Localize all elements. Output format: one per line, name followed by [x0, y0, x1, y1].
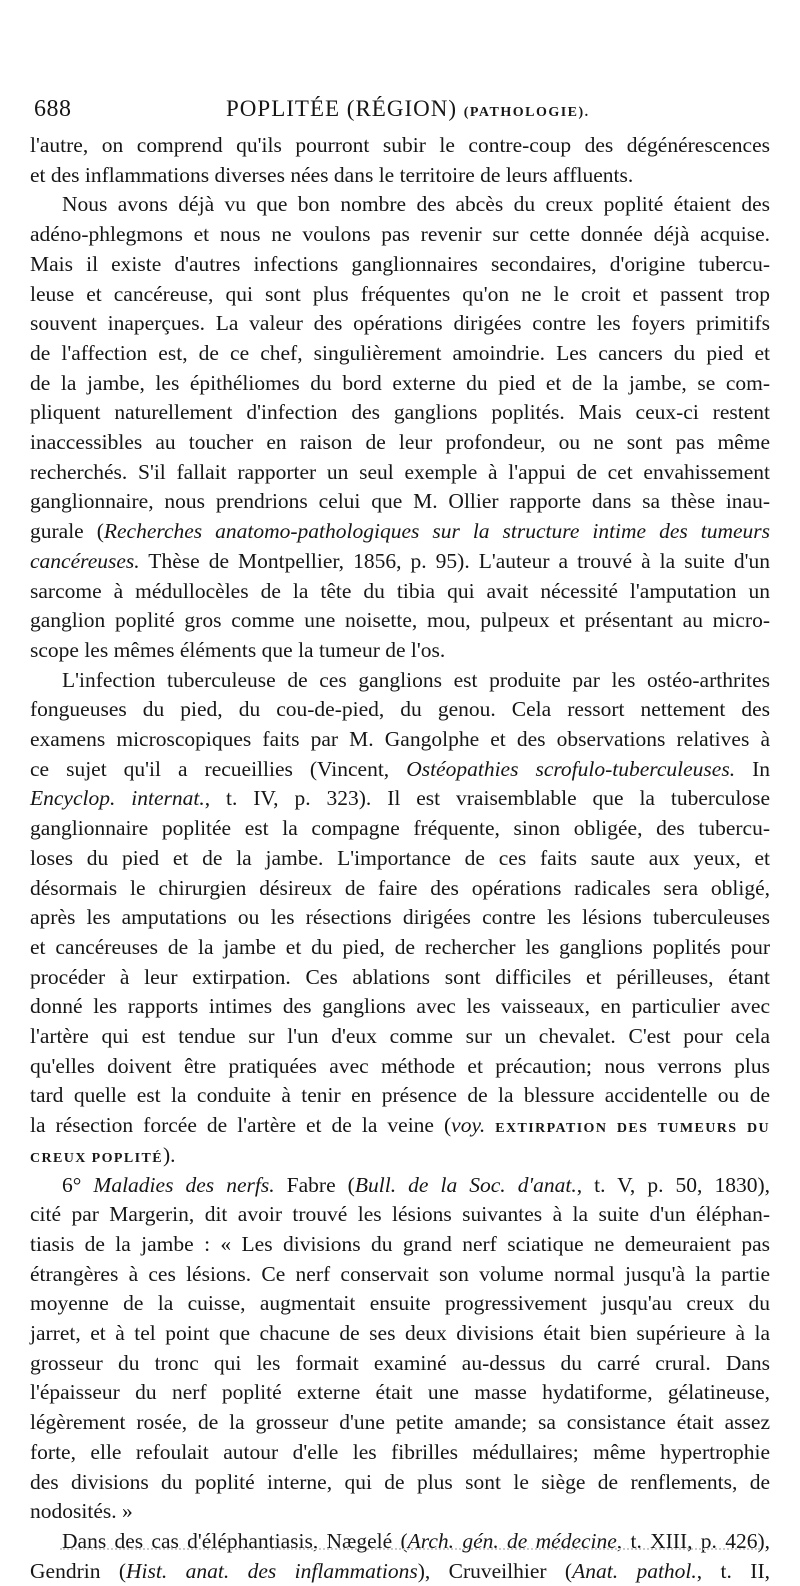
italic-text: cancéreuses.: [30, 548, 140, 573]
page-edge-shadow: [8, 0, 11, 1577]
text-line: [30, 1140, 770, 1170]
text-line: [30, 1288, 770, 1318]
italic-text: voy.: [451, 1113, 486, 1138]
italic-text: Hist. anat. des inflammations: [126, 1558, 418, 1583]
italic-text: Recherches anatomo-pathologiques sur la structure intime des tumeurs: [103, 519, 770, 544]
text-line: [30, 932, 770, 962]
text-segment: légèrement rosée, de la grosseur d'une petite amande; sa consistance était assez: [30, 1410, 770, 1435]
text-segment: sarcome à médullocèles de la tête du tibia qui avait nécessité l'amputation un: [30, 578, 770, 603]
text-line: [30, 1021, 770, 1051]
text-line: [30, 397, 770, 427]
text-line: [30, 991, 770, 1021]
text-line: [30, 1259, 770, 1289]
text-segment: , t. V, p. 50, 1830),: [576, 1172, 771, 1197]
italic-text: Ostéopathies scrofulo-tuberculeuses.: [406, 756, 736, 781]
text-segment: ganglionnaire, nous prendrions celui que M. Ollier rapporte dans sa thèse inau-: [30, 489, 770, 514]
text-segment: ganglion poplité gros comme une noisette, mou, pulpeux et présentant au micro-: [30, 608, 770, 633]
text-segment: et cancéreuses de la jambe et du pied, de rechercher les ganglions poplités pour: [30, 934, 770, 959]
text-line: [30, 130, 770, 160]
text-line: [30, 843, 770, 873]
text-line: [62, 665, 770, 695]
text-segment: L'infection tuberculeuse de ces ganglions est produite par les ostéo-arthrites: [62, 667, 770, 692]
text-segment: Dans des cas d'éléphantiasis, Nægelé (: [62, 1528, 408, 1553]
text-line: [30, 813, 770, 843]
text-segment: grosseur du tronc qui les formait examiné au-dessus du carré crural. Dans: [30, 1350, 770, 1375]
text-segment: leuse et cancéreuse, qui sont plus fréquentes qu'on ne le croit et passent trop: [30, 281, 770, 306]
text-line: [30, 486, 770, 516]
text-segment: ganglionnaire poplitée est la compagne fréquente, sinon obligée, des tubercu-: [30, 816, 770, 841]
text-segment: adéno-phlegmons et nous ne voulons pas revenir sur cette donnée déjà acquise.: [30, 222, 770, 247]
text-segment: Fabre (: [274, 1172, 355, 1197]
text-line: [30, 1051, 770, 1081]
text-segment: l'autre, on comprend qu'ils pourront subir le contre-coup des dégénérescences: [30, 133, 770, 157]
text-segment: après les amputations ou les résections dirigées contre les lésions tuberculeuses: [30, 905, 770, 930]
text-line: [30, 576, 770, 606]
text-line: [30, 605, 770, 635]
text-segment: [485, 1113, 495, 1137]
text-segment: des divisions du poplité interne, qui de plus sont le siège de renflements, de: [30, 1469, 770, 1494]
text-segment: examens microscopiques faits par M. Gangolphe et des observations relatives à: [30, 727, 770, 751]
italic-text: Bull. de la Soc. d'anat.: [354, 1172, 577, 1197]
italic-text: Anat. pathol.: [572, 1558, 697, 1583]
text-segment: Nous avons déjà vu que bon nombre des abcès du creux poplité étaient des: [62, 192, 770, 217]
text-line: [30, 308, 770, 338]
text-segment: cité par Margerin, dit avoir trouvé les lésions suivantes à la suite d'un éléphan-: [30, 1202, 770, 1227]
text-segment: désormais le chirurgien désireux de faire des opérations radicales sera obligé,: [30, 875, 770, 900]
text-line: [30, 457, 770, 487]
text-segment: tiasis de la jambe : « Les divisions du grand nerf sciatique ne demeuraient pas: [30, 1231, 770, 1256]
text-line: [30, 1348, 770, 1378]
text-line: [30, 249, 770, 279]
text-line: [30, 1496, 770, 1526]
text-segment: , t. IV, p. 323). Il est vraisemblable que la tuberculose: [204, 786, 770, 811]
small-caps-text: EXTIRPATION DES TUMEURS DU: [495, 1121, 771, 1137]
text-line: [30, 427, 770, 457]
text-line: [30, 1407, 770, 1437]
text-segment: Thèse de Montpellier, 1856, p. 95). L'auteur a trouvé à la suite d'un: [139, 548, 770, 573]
text-line: [30, 1110, 770, 1140]
text-segment: de la jambe, les épithéliomes du bord externe du pied et de la jambe, se com-: [30, 370, 770, 395]
running-title-section: (PATHOLOGIE).: [463, 105, 590, 120]
text-line: [30, 1318, 770, 1348]
text-segment: étrangères à ces lésions. Ce nerf conservait son volume normal jusqu'à la partie: [30, 1261, 770, 1286]
text-line: [30, 1080, 770, 1110]
text-line: [30, 962, 770, 992]
text-line: [30, 724, 770, 754]
text-segment: inaccessibles au toucher en raison de leur profondeur, ou ne sont pas même: [30, 430, 770, 454]
text-segment: donné les rapports intimes des ganglions avec les vaisseaux, en particulier avec: [30, 994, 770, 1019]
text-line: [30, 516, 770, 546]
italic-text: Encyclop. internat.: [30, 786, 205, 811]
text-segment: la résection forcée de l'artère et de la veine (: [30, 1113, 452, 1138]
text-line: [30, 1467, 770, 1497]
text-segment: Mais il existe d'autres infections ganglionnaires secondaires, d'origine tubercu-: [30, 251, 770, 276]
text-segment: pliquent naturellement d'infection des ganglions poplités. Mais ceux-ci restent: [30, 400, 770, 425]
text-line: [30, 1199, 770, 1229]
text-segment: jarret, et à tel point que chacune de ses deux divisions était bien supérieure à la: [30, 1321, 770, 1345]
text-line: [30, 694, 770, 724]
text-line: [30, 546, 770, 576]
small-caps-text: CREUX POPLITÉ: [30, 1150, 163, 1166]
running-title-main: POPLITÉE (RÉGION): [226, 96, 457, 121]
text-segment: 6°: [62, 1172, 94, 1197]
text-line: [30, 635, 770, 665]
text-segment: qu'elles doivent être pratiquées avec méthode et précaution; nous verrons plus: [30, 1053, 770, 1078]
text-line: [30, 873, 770, 903]
page-number: 688: [34, 96, 72, 122]
text-segment: , t. XIII, p. 426),: [616, 1528, 770, 1553]
text-line: [30, 1437, 770, 1467]
text-line: [30, 754, 770, 784]
text-line: [62, 1170, 770, 1200]
text-segment: tard quelle est la conduite à tenir en présence de la blessure accidentelle ou de: [30, 1083, 770, 1108]
italic-text: Maladies des nerfs.: [93, 1172, 275, 1197]
text-line: [30, 783, 770, 813]
text-segment: l'artère qui est tendue sur l'un d'eux comme sur un chevalet. C'est pour cela: [30, 1024, 770, 1048]
text-line: [30, 368, 770, 398]
text-segment: recherchés. S'il fallait rapporter un seul exemple à l'appui de cet envahissement: [30, 459, 770, 484]
text-segment: fongueuses du pied, du cou-de-pied, du genou. Cela ressort nettement des: [30, 697, 770, 722]
text-segment: ce sujet qu'il a recueillies (Vincent,: [30, 756, 407, 781]
text-line: [30, 219, 770, 249]
text-segment: moyenne de la cuisse, augmentait ensuite progressivement jusqu'au creux du: [30, 1291, 770, 1316]
text-line: [62, 189, 770, 219]
text-segment: et des inflammations diverses nées dans le territoire de leurs affluents.: [30, 162, 634, 187]
text-segment: In: [735, 756, 770, 781]
text-line: [30, 1377, 770, 1407]
text-segment: l'épaisseur du nerf poplité externe était une masse hydatiforme, gélatineuse,: [30, 1380, 770, 1405]
italic-text: Arch. gén. de médecine: [407, 1528, 617, 1553]
text-segment: nodosités. »: [30, 1499, 133, 1524]
text-segment: de l'affection est, de ce chef, singulièrement amoindrie. Les cancers du pied et: [30, 340, 770, 365]
text-segment: forte, elle refoulait autour d'elle les fibrilles médullaires; même hypertrophie: [30, 1439, 770, 1464]
text-segment: , t. II,: [696, 1558, 770, 1583]
text-segment: souvent inaperçues. La valeur des opérations dirigées contre les foyers primitifs: [30, 311, 770, 336]
text-segment: gurale (: [30, 519, 104, 544]
text-line: [30, 902, 770, 932]
text-line: [30, 160, 770, 190]
text-segment: loses du pied et de la jambe. L'importance de ces faits saute aux yeux, et: [30, 845, 770, 870]
running-title: [226, 96, 590, 122]
text-segment: Gendrin (: [30, 1558, 127, 1583]
text-line: [30, 279, 770, 309]
text-segment: scope les mêmes éléments que la tumeur de l'os.: [30, 637, 446, 662]
text-line: [30, 1556, 770, 1586]
text-segment: procéder à leur extirpation. Ces ablations sont difficiles et périlleuses, étant: [30, 964, 770, 989]
text-segment: ), Cruveilhier (: [417, 1558, 573, 1583]
text-segment: ).: [162, 1142, 176, 1167]
text-line: [30, 338, 770, 368]
text-line: [30, 1229, 770, 1259]
running-header: [30, 92, 770, 126]
bottom-dotted-rule: [60, 1548, 760, 1556]
